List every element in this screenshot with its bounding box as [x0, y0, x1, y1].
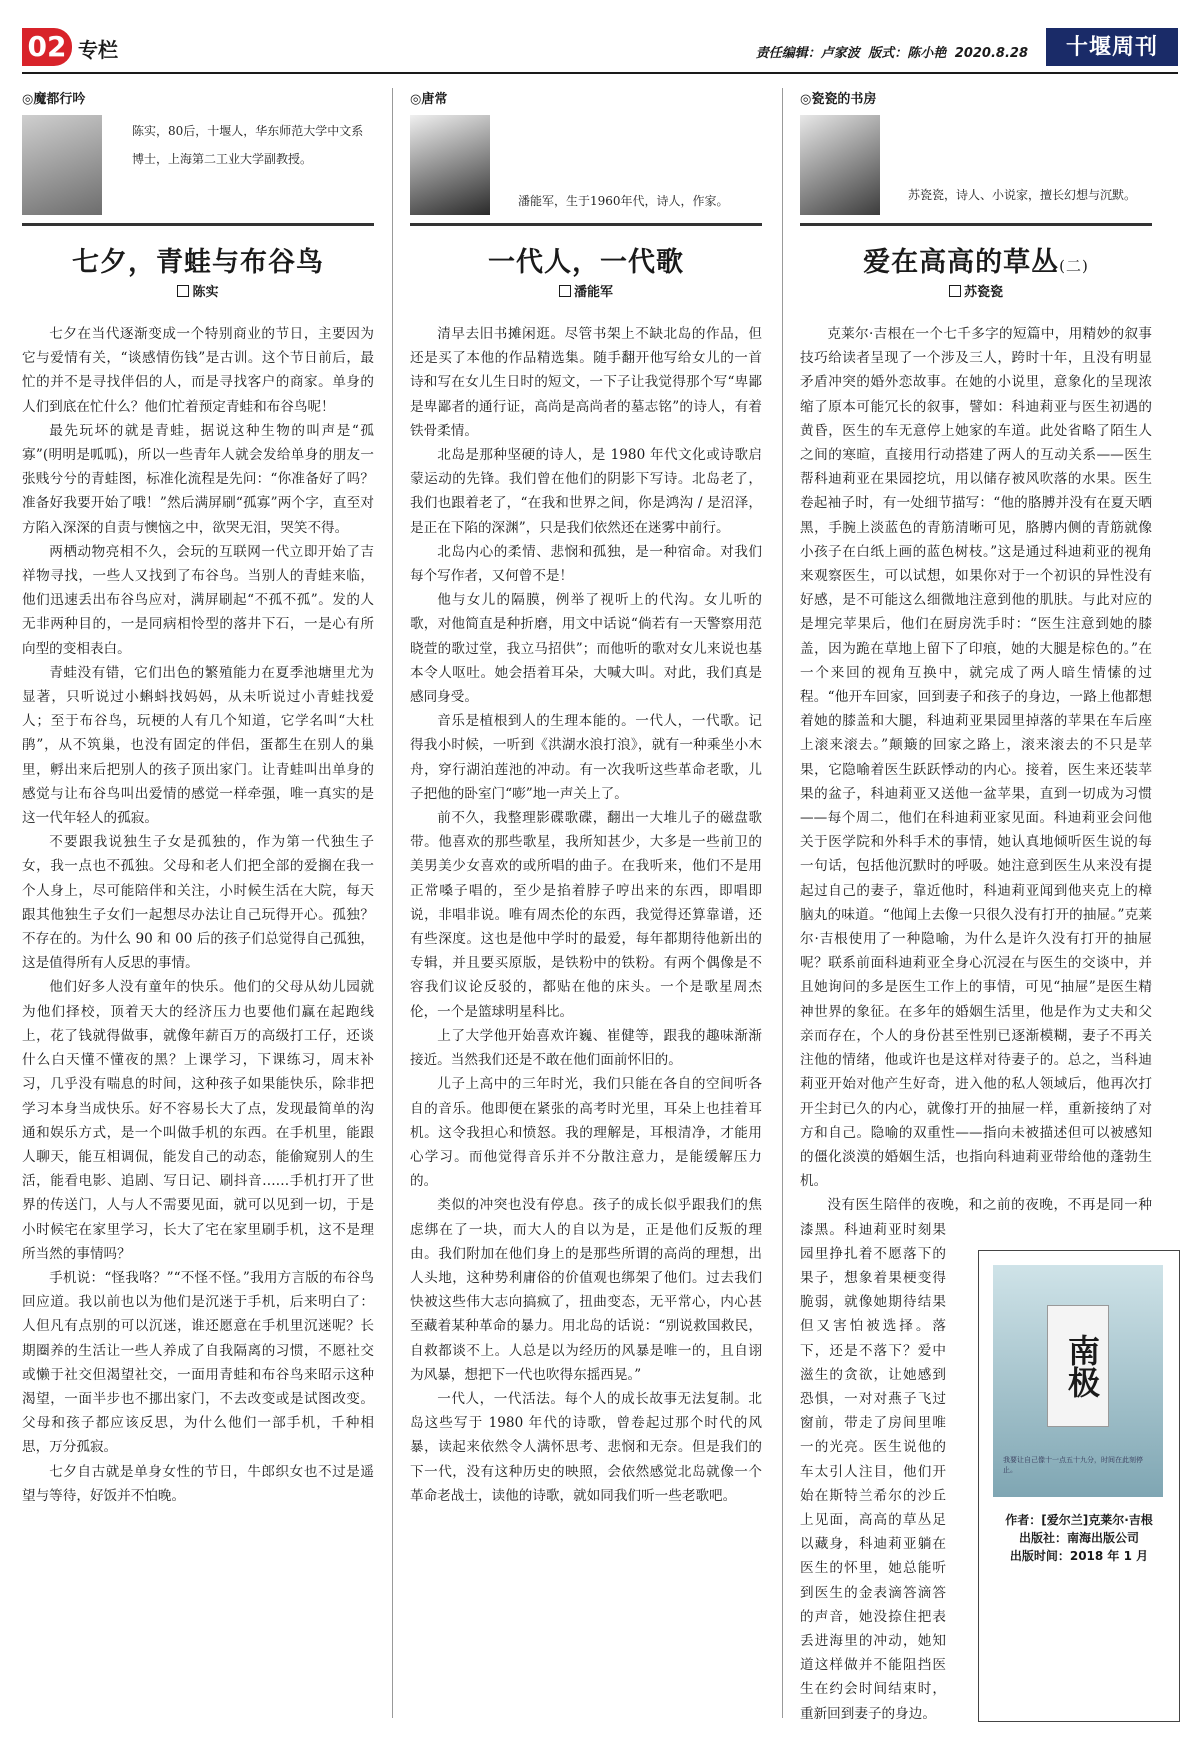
author-photo — [22, 115, 102, 215]
book-author: 作者：[爱尔兰]克莱尔·吉根 — [1005, 1513, 1153, 1527]
author-bio: 苏瓷瓷，诗人、小说家，擅长幻想与沉默。 — [908, 188, 1137, 202]
author-name: 陈实 — [192, 285, 219, 300]
paragraph: 七夕在当代逐渐变成一个特别商业的节日，主要因为它与爱情有关，“谈感情伤钱”是古训。这个节日前后，最忙的并不是寻找伴侣的人，而是寻找客户的商家。单身的人们到底在忙什么？他们忙着预定青蛙和布谷鸟呢！ — [22, 326, 374, 415]
paragraph: 他们好多人没有童年的快乐。他们的父母从幼儿园就为他们择校，顶着天大的经济压力也要他们赢在起跑线上，花了钱就得做事，就像年薪百万的高级打工仔，还谈什么白天懂不懂夜的黑？上课学习，下课练习，周末补习，几乎没有喘息的时间，这种孩子如果能快乐，除非把学习本身当成快乐。好不容易长大了点，发现最简单的沟通和娱乐方式，是一个叫做手机的东西。在手机里，能跟人聊天，能互相调侃，能发自己的动态，能偷窥别人的生活，能看电影、追剧、写日记、刷抖音……手机打开了世界的传送门，人与人不需要见面，就可以见到一切，于是小时候宅在家里学习，长大了宅在家里刷手机，这不是理所当然的事情吗？ — [22, 979, 374, 1262]
paragraph: 上了大学他开始喜欢许巍、崔健等，跟我的趣味渐渐接近。当然我们还是不敢在他们面前怀旧的。 — [410, 1027, 762, 1069]
designer: 版式：陈小艳 — [868, 46, 947, 61]
paragraph: 前不久，我整理影碟歌碟，翻出一大堆儿子的磁盘歌带。他喜欢的那些歌星，我所知甚少，大多是一些前卫的美男美少女喜欢的或所唱的曲子。在我听来，他们不是用正常嗓子唱的，至少是掐着脖子哼出来的东西，即唱即说，非唱非说。唯有周杰伦的东西，我觉得还算靠谱，还有些深度。这也是他中学时的最爱，每年都期待他新出的专辑，并且要买原版，是铁粉中的铁粉。有两个偶像是不容我们议论反驳的，都贴在他的床头。一个是歌星周杰伦，一个是篮球明星科比。 — [410, 810, 762, 1020]
author-photo — [800, 115, 880, 215]
paragraph: 他与女儿的隔膜，例举了视听上的代沟。女儿听的歌，对他简直是种折磨，用文中话说“倘若有一天警察用范晓萱的歌过堂，我立马招供”；而他听的歌对女儿来说也基本令人呕吐。她会捂着耳朵，大喊大叫。对此，我们真是感同身受。 — [410, 592, 762, 706]
author-name: 苏瓷瓷 — [963, 285, 1003, 300]
article-title: 爱在高高的草丛 — [863, 247, 1060, 278]
masthead-logo: 十堰周刊 — [1046, 28, 1178, 66]
author-box — [410, 111, 762, 226]
author-bio: 潘能军，生于1960年代，诗人，作家。 — [518, 194, 729, 208]
byline-box-icon — [177, 285, 189, 297]
column-tag: ◎魔都行吟 — [22, 92, 86, 107]
header-rule — [22, 72, 1178, 74]
paragraph: 不要跟我说独生子女是孤独的，作为第一代独生子女，我一点也不孤独。父母和老人们把全部的爱搁在我一个人身上，尽可能陪伴和关注，小时候生活在大院，每天跟其他独生子女们一起想尽办法让自己玩得开心。孤独？不存在的。为什么 90 和 00 后的孩子们总觉得自己孤独，这是值得所有人反思的事情。 — [22, 834, 374, 972]
issue-date: 2020.8.28 — [954, 46, 1028, 61]
byline-box-icon — [949, 285, 961, 297]
paragraph: 两栖动物亮相不久，会玩的互联网一代立即开始了吉祥物寻找，一些人又找到了布谷鸟。当别人的青蛙来临，他们迅速丢出布谷鸟应对，满屏刷起“不孤不孤”。发的人无非两种目的，一是同病相怜型的落井下石，一是心有所向型的变相表白。 — [22, 543, 374, 657]
page-header — [22, 28, 1178, 68]
editor-credits — [752, 42, 1028, 61]
book-cover-image — [993, 1265, 1163, 1497]
article-title: 一代人，一代歌 — [488, 247, 684, 278]
editor: 责任编辑：卢家波 — [755, 46, 860, 61]
paragraph: 类似的冲突也没有停息。孩子的成长似乎跟我们的焦虑绑在了一块，而大人的自以为是，正是他们反叛的理由。我们附加在他们身上的是那些所谓的高尚的理想，出人头地，这种势利庸俗的价值观也绑架了他们。过去我们快被这些伟大志向搞疯了，扭曲变态，无平常心，内心甚至藏着某种革命的暴力。用北岛的话说：“别说救国救民，自救都谈不上。人总是以为经历的风暴是唯一的，且自诩为风暴，想把下一代也吹得东摇西晃。” — [410, 1197, 762, 1383]
author-box — [22, 111, 374, 226]
book-pub-date: 出版时间：2018 年 1 月 — [1009, 1549, 1149, 1563]
byline — [800, 281, 1152, 300]
article-title-suffix: (二) — [1059, 257, 1089, 275]
author-box — [800, 111, 1152, 226]
article-title-wrap — [800, 240, 1152, 279]
paragraph: 清早去旧书摊闲逛。尽管书架上不缺北岛的作品，但还是买了本他的作品精选集。随手翻开他写给女儿的一首诗和写在女儿生日时的短文，一下子让我觉得那个写“卑鄙是卑鄙者的通行证，高尚是高尚者的墓志铭”的诗人，有着铁骨柔情。 — [410, 326, 762, 439]
paragraph: 音乐是植根到人的生理本能的。一代人，一代歌。记得我小时候，一听到《洪湖水浪打浪》，就有一种乘坐小木舟，穿行湖泊莲池的冲动。有一次我听这些革命老歌，儿子把他的卧室门“嘭”地一声关上了。 — [410, 713, 762, 802]
author-name: 潘能军 — [573, 285, 613, 300]
paragraph: 儿子上高中的三年时光，我们只能在各自的空间听各自的音乐。他即便在紧张的高考时光里，耳朵上也挂着耳机。这令我担心和愤怒。我的理解是，耳根清净，才能用心学习。而他觉得音乐并不分散注意力，是能缓解压力的。 — [410, 1076, 762, 1190]
column-2 — [410, 88, 762, 1508]
column-tag: ◎瓷瓷的书房 — [800, 92, 877, 107]
book-cover-title: 南极 — [1047, 1305, 1109, 1427]
paragraph: 七夕自古就是单身女性的节日，牛郎织女也不过是遥望与等待，好饭并不怕晚。 — [22, 1463, 374, 1504]
paragraph: 北岛是那种坚硬的诗人，是 1980 年代文化或诗歌启蒙运动的先锋。我们曾在他们的阴影下写诗。北岛老了，我们也跟着老了，“在我和世界之间，你是鸿沟 / 是沼泽，是正在下陷的深渊”，只是我们依然还在迷雾中前行。 — [410, 447, 762, 536]
article-body — [410, 322, 762, 1508]
book-info-card — [978, 1250, 1180, 1722]
book-publisher: 出版社：南海出版公司 — [1018, 1531, 1139, 1545]
paragraph: 手机说：“怪我咯？”“不怪不怪。”我用方言版的布谷鸟回应道。我以前也以为他们是沉迷于手机，后来明白了：人但凡有点别的可以沉迷，谁还愿意在手机里沉迷呢？长期圈养的生活让一些人养成了自我隔离的习惯，不愿社交或懒于社交但渴望社交，一面用青蛙和布谷鸟来昭示这种渴望，一面半步也不挪出家门，不去改变或是试图改变。父母和孩子都应该反思，为什么他们一部手机，千种相思，万分孤寂。 — [22, 1269, 374, 1456]
byline-box-icon — [559, 285, 571, 297]
column-1 — [22, 88, 374, 1508]
column-divider — [392, 88, 393, 1718]
article-title: 七夕，青蛙与布谷鸟 — [72, 247, 324, 278]
article-body — [22, 322, 374, 1508]
paragraph: 北岛内心的柔情、悲悯和孤独，是一种宿命。对我们每个写作者，又何曾不是！ — [410, 543, 762, 585]
book-cover-blurb: 我要让自己像十一点五十九分，时间在此刻停止。 — [1003, 1456, 1143, 1474]
paragraph: 最先玩坏的就是青蛙，据说这种生物的叫声是“孤寡”(明明是呱呱)，所以一些青年人就会发给单身的朋友一张贱兮兮的青蛙图，标准化流程是先问：“你准备好了吗？准备好我要开始了哦！”然后满屏刷“孤寡”两个字，直至对方陷入深深的自责与懊恼之中，欲哭无泪，哭笑不得。 — [22, 422, 374, 536]
column-divider — [782, 88, 783, 1718]
paragraph: 没有医生陪伴的夜晚，和之前的夜晚，不再是同一种漆黑。科迪莉亚时刻果园里挣扎着不愿落下的果子，想象着果梗变得脆弱，就像她期待结果但又害怕被选择。落下，还是不落下？爱中滋生的贪欲，让她感到恐惧，一对对燕子飞过窗前，带走了房间里唯一的光亮。医生说他的车太引人注目，他们开始在斯特兰希尔的沙丘上见面，高高的草丛足以藏身，科迪莉亚躺在医生的怀里，她总能听到医生的金表滴答滴答的声音，她没捺住把表丢进海里的冲动，她知道这样做并不能阻挡医生在约会时间结束时，重新回到妻子的身边。 — [800, 1197, 1152, 1722]
paragraph: 克莱尔·吉根在一个七千多字的短篇中，用精妙的叙事技巧给读者呈现了一个涉及三人，跨时十年，且没有明显矛盾冲突的婚外恋故事。在她的小说里，意象化的呈现浓缩了原本可能冗长的叙事，譬如：科迪莉亚与医生初遇的黄昏，医生的车无意停上她家的车道。此处省略了陌生人之间的寒暄，直接用行动搭建了两人的互动关系——医生帮科迪莉亚在果园挖坑，用以储存被风吹落的水果。医生卷起袖子时，有一处细节描写：“他的胳膊并没有在夏天晒黑，手腕上淡蓝色的青筋清晰可见，胳膊内侧的青筋就像小孩子在白纸上画的蓝色树枝。”这是通过科迪莉亚的视角来观察医生，可以试想，如果你对于一个初识的异性没有好感，是不可能这么细微地注意到他的肌肤。与此对应的是埋完苹果后，他们在厨房洗手时：“医生注意到她的膝盖，因为跪在草地上留下了印痕，她的大腿是棕色的。”在一个来回的视角互换中，就完成了两人暗生情愫的过程。“他开车回家，回到妻子和孩子的身边，一路上他都想着她的膝盖和大腿，科迪莉亚果园里掉落的苹果在车后座上滚来滚去。”颠簸的回家之路上，滚来滚去的不只是苹果，它隐喻着医生跃跃悸动的内心。接着，医生来还装苹果的盆子，科迪莉亚又送他一盆苹果，直到一切成为习惯——每个周二，他们在科迪莉亚家见面。科迪莉亚会问他关于医学院和外科手术的事情，她认真地倾听医生说的每一句话，包括他沉默时的呼吸。她注意到医生从来没有提起过自己的妻子，靠近他时，科迪莉亚闻到他夹克上的樟脑丸的味道。“他闻上去像一只很久没有打开的抽屉。”克莱尔·吉根使用了一种隐喻，为什么是许久没有打开的抽屉呢？联系前面科迪莉亚全身心沉浸在与医生的交谈中，并且她询问的多是医生工作上的事情，可见“抽屉”是医生精神世界的象征。在多年的婚姻生活里，他是作为丈夫和父亲而存在，个人的身份甚至性别已逐渐模糊，妻子不再关注他的情绪，他或许也是这样对待妻子的。总之，当科迪莉亚开始对他产生好奇，进入他的私人领域后，他再次打开尘封已久的内心，就像打开的抽屉一样，重新接纳了对方和自己。隐喻的双重性——指向未被描述但可以被感知的僵化淡漠的婚姻生活，也指向科迪莉亚带给他的蓬勃生机。 — [800, 326, 1152, 1190]
byline — [410, 281, 762, 300]
column-tag: ◎唐常 — [410, 92, 448, 107]
paragraph: 青蛙没有错，它们出色的繁殖能力在夏季池塘里尤为显著，只听说过小蝌蚪找妈妈，从未听说过小青蛙找爱人；至于布谷鸟，玩梗的人有几个知道，它学名叫“大杜鹃”，从不筑巢，也没有固定的伴侣，蛋都生在别人的巢里，孵出来后把别人的孩子顶出家门。让青蛙叫出单身的感觉与让布谷鸟叫出爱情的感觉一样牵强，唯一真实的是这一代年轻人的孤寂。 — [22, 664, 374, 827]
paragraph: 一代人，一代活法。每个人的成长故事无法复制。北岛这些写于 1980 年代的诗歌，曾卷起过那个时代的风暴，读起来依然令人满怀思考、悲悯和无奈。但是我们的下一代，没有这种历史的映照，会依然感觉北岛就像一个革命老战士，读他的诗歌，就如同我们听一些老歌吧。 — [410, 1390, 762, 1504]
section-name: 专栏 — [78, 38, 118, 62]
author-bio: 陈实，80后，十堰人，华东师范大学中文系博士，上海第二工业大学副教授。 — [132, 124, 364, 166]
page-number: 02 — [22, 28, 72, 66]
author-photo — [410, 115, 490, 215]
book-details — [987, 1511, 1171, 1565]
byline — [22, 281, 374, 300]
